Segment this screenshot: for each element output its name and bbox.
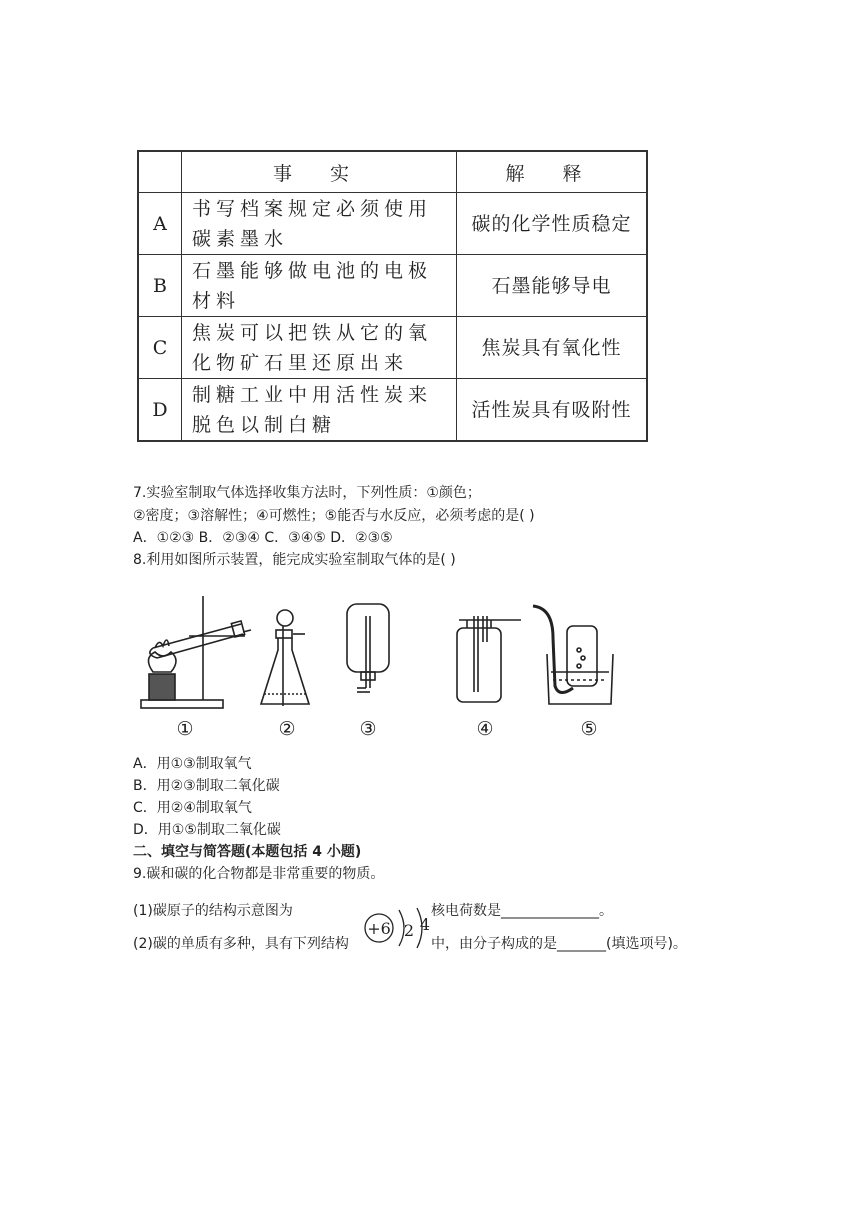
row-fact: 书写档案规定必须使用碳素墨水: [182, 193, 457, 255]
figure-label-1: ①: [176, 718, 194, 740]
atom-shell-1: 2: [403, 921, 415, 940]
q7-stem-line1: 7.实验室制取气体选择收集方法时，下列性质：①颜色；: [133, 485, 481, 501]
facts-table: [137, 150, 648, 442]
q9-part1-before: (1)碳原子的结构示意图为: [133, 903, 293, 919]
apparatus-1-heating: [141, 596, 251, 708]
header-fact: 事 实: [182, 151, 457, 193]
carbon-atom-diagram: [363, 904, 431, 956]
q7-stem-line2: ②密度；③溶解性；④可燃性；⑤能否与水反应，必须考虑的是( ): [133, 508, 535, 524]
header-explanation: 解 释: [457, 151, 648, 193]
figure-label-5: ⑤: [580, 718, 598, 740]
row-key: B: [138, 255, 182, 317]
q7-options: A．①②③ B．②③④ C．③④⑤ D．②③⑤: [133, 530, 393, 546]
header-key: [138, 151, 182, 193]
atom-shell-2: 4: [419, 915, 431, 934]
table-row: [138, 193, 647, 255]
atom-nucleus: +6: [367, 919, 391, 938]
apparatus-2-flask: [261, 610, 309, 706]
row-key: D: [138, 379, 182, 442]
q8-option-a: A．用①③制取氧气: [133, 756, 252, 772]
apparatus-4-gas-bottle: [457, 616, 521, 702]
figure-label-3: ③: [359, 718, 377, 740]
table-row: [138, 379, 647, 442]
row-key: C: [138, 317, 182, 379]
apparatus-figure: [133, 588, 633, 740]
row-explanation: 碳的化学性质稳定: [457, 193, 648, 255]
row-fact: 石墨能够做电池的电极材料: [182, 255, 457, 317]
row-fact: 制糖工业中用活性炭来脱色以制白糖: [182, 379, 457, 442]
q9-part2-before: (2)碳的单质有多种，具有下列结构: [133, 936, 349, 952]
q9-part2-after: 中，由分子构成的是_______(填选项号)。: [431, 936, 687, 952]
section-2-title: 二、填空与简答题(本题包括 4 小题): [133, 844, 362, 860]
row-key: A: [138, 193, 182, 255]
row-explanation: 石墨能够导电: [457, 255, 648, 317]
table-row: [138, 255, 647, 317]
table-header-row: [138, 151, 647, 193]
row-explanation: 活性炭具有吸附性: [457, 379, 648, 442]
apparatus-3-bottle: [347, 604, 389, 692]
q9-stem: 9.碳和碳的化合物都是非常重要的物质。: [133, 866, 385, 882]
row-explanation: 焦炭具有氧化性: [457, 317, 648, 379]
figure-label-4: ④: [476, 718, 494, 740]
q8-stem: 8.利用如图所示装置，能完成实验室制取气体的是( ): [133, 552, 456, 568]
q8-option-c: C．用②④制取氧气: [133, 800, 252, 816]
q8-option-b: B．用②③制取二氧化碳: [133, 778, 280, 794]
apparatus-5-water-collection: [533, 606, 613, 704]
table-row: [138, 317, 647, 379]
q8-option-d: D．用①⑤制取二氧化碳: [133, 822, 281, 838]
figure-label-2: ②: [278, 718, 296, 740]
q9-part1-after: 核电荷数是______________。: [431, 903, 613, 919]
row-fact: 焦炭可以把铁从它的氧化物矿石里还原出来: [182, 317, 457, 379]
